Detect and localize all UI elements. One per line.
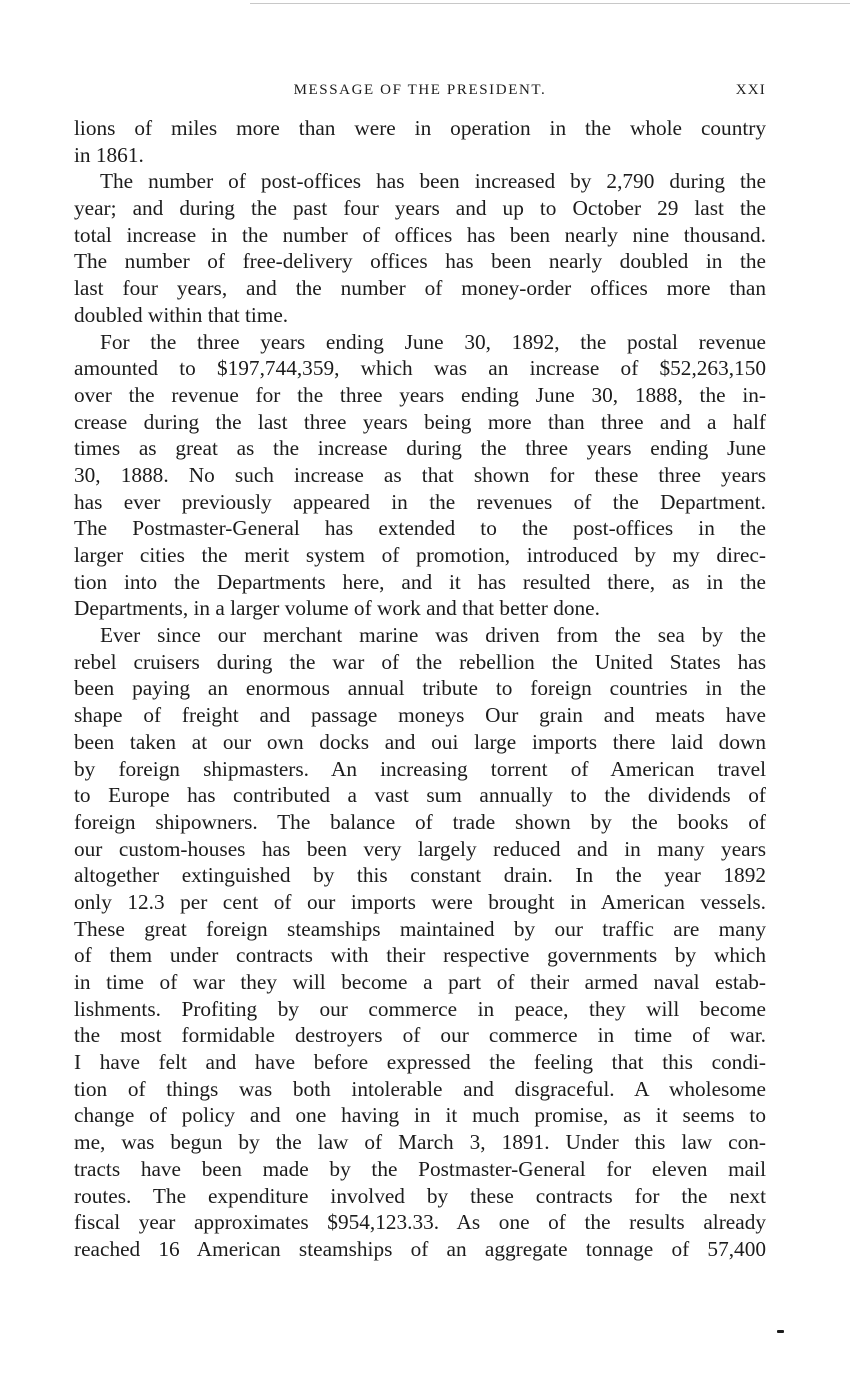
text-line: our custom-houses has been very largely reduced and in many years	[74, 836, 766, 861]
text-line: rebel cruisers during the war of the rebellion the United States has	[74, 649, 766, 674]
text-line: has ever previously appeared in the revenues of the Department.	[74, 489, 766, 514]
text-line: the most formidable destroyers of our commerce in time of war.	[74, 1023, 766, 1048]
top-edge-rule	[250, 3, 850, 4]
text-line: only 12.3 per cent of our imports were brought in American vessels.	[74, 889, 766, 914]
text-line: tion into the Departments here, and it has resulted there, as in the	[74, 569, 766, 594]
page-body-text	[74, 115, 766, 1263]
text-line: to Europe has contributed a vast sum annually to the dividends of	[74, 783, 766, 808]
text-line: For the three years ending June 30, 1892, the postal revenue	[100, 329, 766, 354]
text-line: shape of freight and passage moneys Our grain and meats have	[74, 703, 766, 728]
text-line: change of policy and one having in it much promise, as it seems to	[74, 1103, 766, 1128]
text-line: These great foreign steamships maintained by our traffic are many	[74, 916, 766, 941]
text-line: in 1861.	[74, 142, 144, 167]
text-line: The number of free-delivery offices has been nearly doubled in the	[74, 249, 766, 274]
page-number: XXI	[735, 82, 766, 98]
text-line: tion of things was both intolerable and disgraceful. A wholesome	[74, 1076, 766, 1101]
text-line: reached 16 American steamships of an aggregate tonnage of 57,400	[74, 1236, 766, 1261]
text-line: fiscal year approximates $954,123.33. As one of the results already	[74, 1210, 766, 1235]
running-header	[74, 80, 766, 102]
text-line: I have felt and have before expressed the feeling that this condi-	[74, 1050, 766, 1075]
text-line: lishments. Profiting by our commerce in peace, they will become	[74, 996, 766, 1021]
text-line: lions of miles more than were in operation in the whole country	[74, 116, 766, 140]
text-line: Departments, in a larger volume of work and that better done.	[74, 596, 600, 621]
paragraph	[74, 622, 766, 1263]
text-line: been taken at our own docks and oui large imports there laid down	[74, 729, 766, 754]
text-line: times as great as the increase during the three years ending June	[74, 436, 766, 461]
text-line: in time of war they will become a part of their armed naval estab-	[74, 970, 766, 994]
paragraph	[74, 168, 766, 328]
text-line: crease during the last three years being more than three and a half	[74, 409, 766, 434]
paragraph	[74, 329, 766, 623]
text-line: tracts have been made by the Postmaster-General for eleven mail	[74, 1156, 766, 1181]
text-line: of them under contracts with their respective governments by which	[74, 943, 766, 968]
text-line: last four years, and the number of money-order offices more than	[74, 276, 766, 301]
text-line: routes. The expenditure involved by these contracts for the next	[74, 1183, 766, 1208]
text-line: amounted to $197,744,359, which was an increase of $52,263,150	[74, 356, 766, 381]
text-line: over the revenue for the three years ending June 30, 1888, the in-	[74, 382, 766, 407]
text-line: larger cities the merit system of promotion, introduced by my direc-	[74, 543, 766, 567]
text-line: The number of post-offices has been increased by 2,790 during the	[100, 169, 766, 194]
text-line: me, was begun by the law of March 3, 1891. Under this law con-	[74, 1130, 766, 1155]
running-title: MESSAGE OF THE PRESIDENT.	[293, 82, 547, 98]
paragraph	[74, 115, 766, 168]
text-line: been paying an enormous annual tribute to foreign countries in the	[74, 676, 766, 701]
text-line: Ever since our merchant marine was driven from the sea by the	[100, 623, 766, 648]
text-line: 30, 1888. No such increase as that shown for these three years	[74, 462, 766, 487]
text-line: foreign shipowners. The balance of trade shown by the books of	[74, 809, 766, 834]
text-line: altogether extinguished by this constant drain. In the year 1892	[74, 863, 766, 888]
text-line: doubled within that time.	[74, 302, 289, 327]
text-line: by foreign shipmasters. An increasing torrent of American travel	[74, 756, 766, 781]
text-line: total increase in the number of offices has been nearly nine thousand.	[74, 222, 766, 247]
ink-speck	[777, 1330, 784, 1333]
text-line: The Postmaster-General has extended to the post-offices in the	[74, 516, 766, 541]
text-line: year; and during the past four years and up to October 29 last the	[74, 196, 766, 221]
